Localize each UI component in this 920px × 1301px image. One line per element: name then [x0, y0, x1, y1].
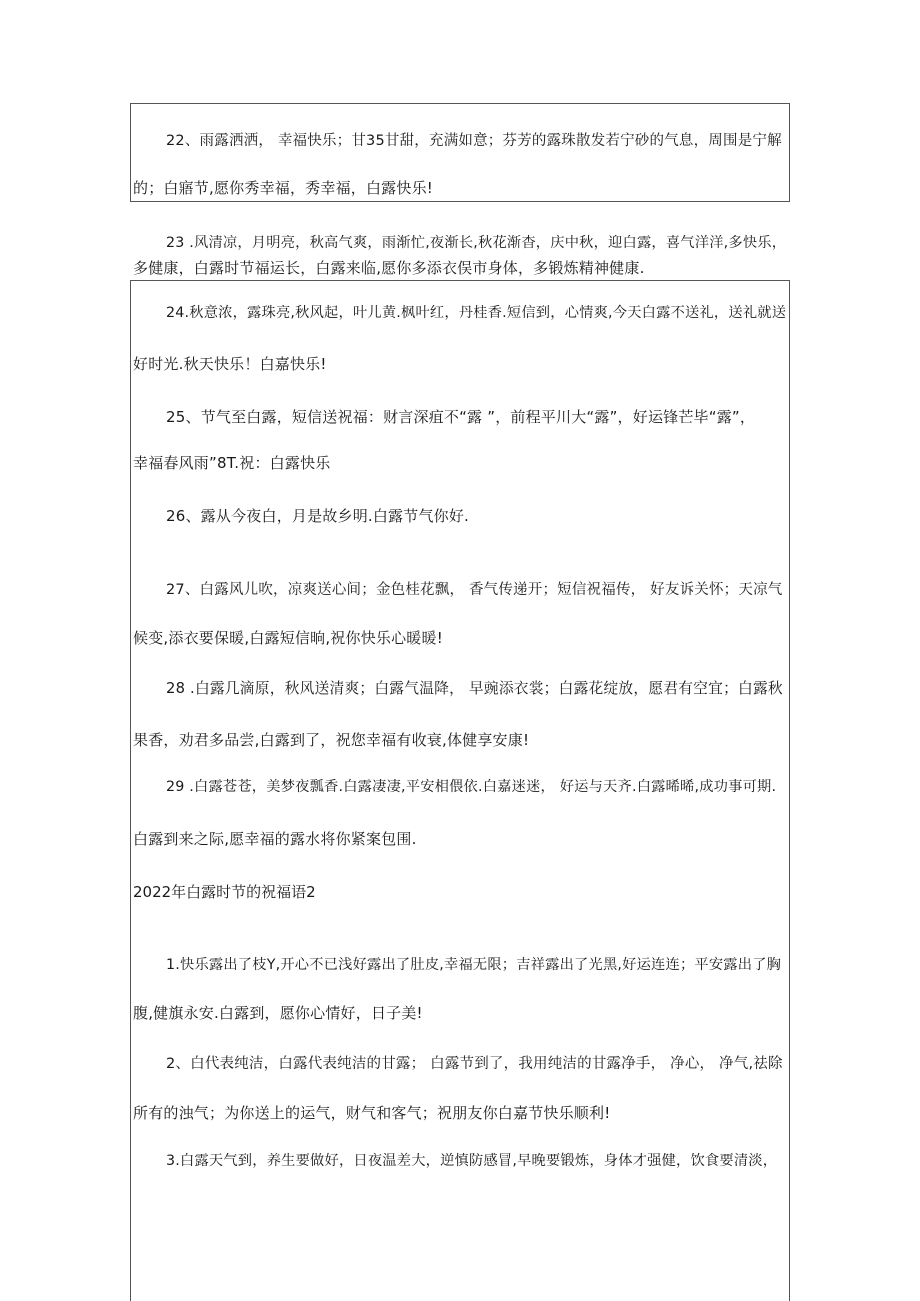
section2-item1-line1: 1.快乐露出了枝Y,开心不已浅好露出了肚皮,幸福无限；吉祥露出了光黑,好运连连；平安露出了胸	[166, 957, 782, 973]
blessing-28-line2: 果香，劝君多品尝,白露到了，祝您幸福有收衰,体健享安康!	[133, 731, 530, 749]
blessing-27-line1: 27、白露风儿吹，凉爽送心间；金色桂花飘， 香气传递开；短信祝福传， 好友诉关怀；天凉气	[166, 582, 783, 598]
blessing-28-line1: 28 .白露几滴原，秋风送清爽；白露气温降， 早豌添衣裳；白露花绽放，愿君有空宜；白露秋	[166, 680, 783, 697]
section2-item3-line1: 3.白露天气到，养生要做好，日夜温差大，逆慎防感冒,早晚要锻炼，身体才强健，饮食要清淡，	[166, 1153, 778, 1169]
blessing-25-line2: 幸福春风雨”8T.祝：白露快乐	[133, 454, 331, 472]
blessing-22-line1: 22、雨露洒洒， 幸福快乐；甘35甘甜，充满如意；芬芳的露珠散发若宁砂的气息，周围是宁解	[166, 133, 782, 149]
section2-item1-line2: 腹,健旗永安.白露到，愿你心情好，日子美!	[133, 1004, 423, 1022]
blessing-26-line1: 26、露从今夜白，月是故乡明.白露节气你好.	[166, 507, 470, 525]
section-heading: 2022年白露时节的祝福语2	[133, 883, 316, 901]
section2-item2-line2: 所有的浊气；为你送上的运气，财气和客气；祝朋友你白嘉节快乐顺利!	[133, 1104, 611, 1122]
blessing-24-line1: 24.秋意浓，露珠亮,秋风起，叶儿黄.枫叶红，丹桂香.短信到，心情爽,今天白露不送礼，送礼就送	[166, 305, 787, 321]
blessing-29-line2: 白露到来之际,愿幸福的露水将你紧案包围.	[133, 830, 417, 848]
blessing-23-line2: 多健康，白露时节福运长，白露来临,愿你多添衣俣市身体，多锻炼精神健康.	[133, 259, 645, 277]
blessing-22-line2: 的；白寤节,愿你秀幸福，秀幸福，白露快乐!	[133, 179, 433, 197]
blessing-25-line1: 25、节气至白露，短信送祝福：财言深疽不“露 ”，前程平川大“露”，好运锋芒毕“露”，	[166, 408, 756, 426]
blessing-24-line2: 好时光.秋天快乐！白嘉快乐!	[133, 355, 327, 373]
blessing-29-line1: 29 .白露苍苍，美梦夜瓢香.白露凄凄,平安相偎依.白嘉迷迷， 好运与天齐.白露晞晞,成功事可期.	[166, 779, 777, 795]
blessing-27-line2: 候变,添衣要保暖,白露短信晌,祝你快乐心暖暖!	[133, 629, 443, 647]
section2-item2-line1: 2、白代表纯洁，白露代表纯洁的甘露； 白露节到了，我用纯洁的甘露净手， 净心， 净气,祛除	[166, 1056, 783, 1072]
blessing-23-line1: 23 .风清凉，月明亮，秋高气爽，雨渐忙,夜渐长,秋花渐杳，庆中秋，迎白露，喜气洋洋,多快乐，	[166, 235, 787, 251]
